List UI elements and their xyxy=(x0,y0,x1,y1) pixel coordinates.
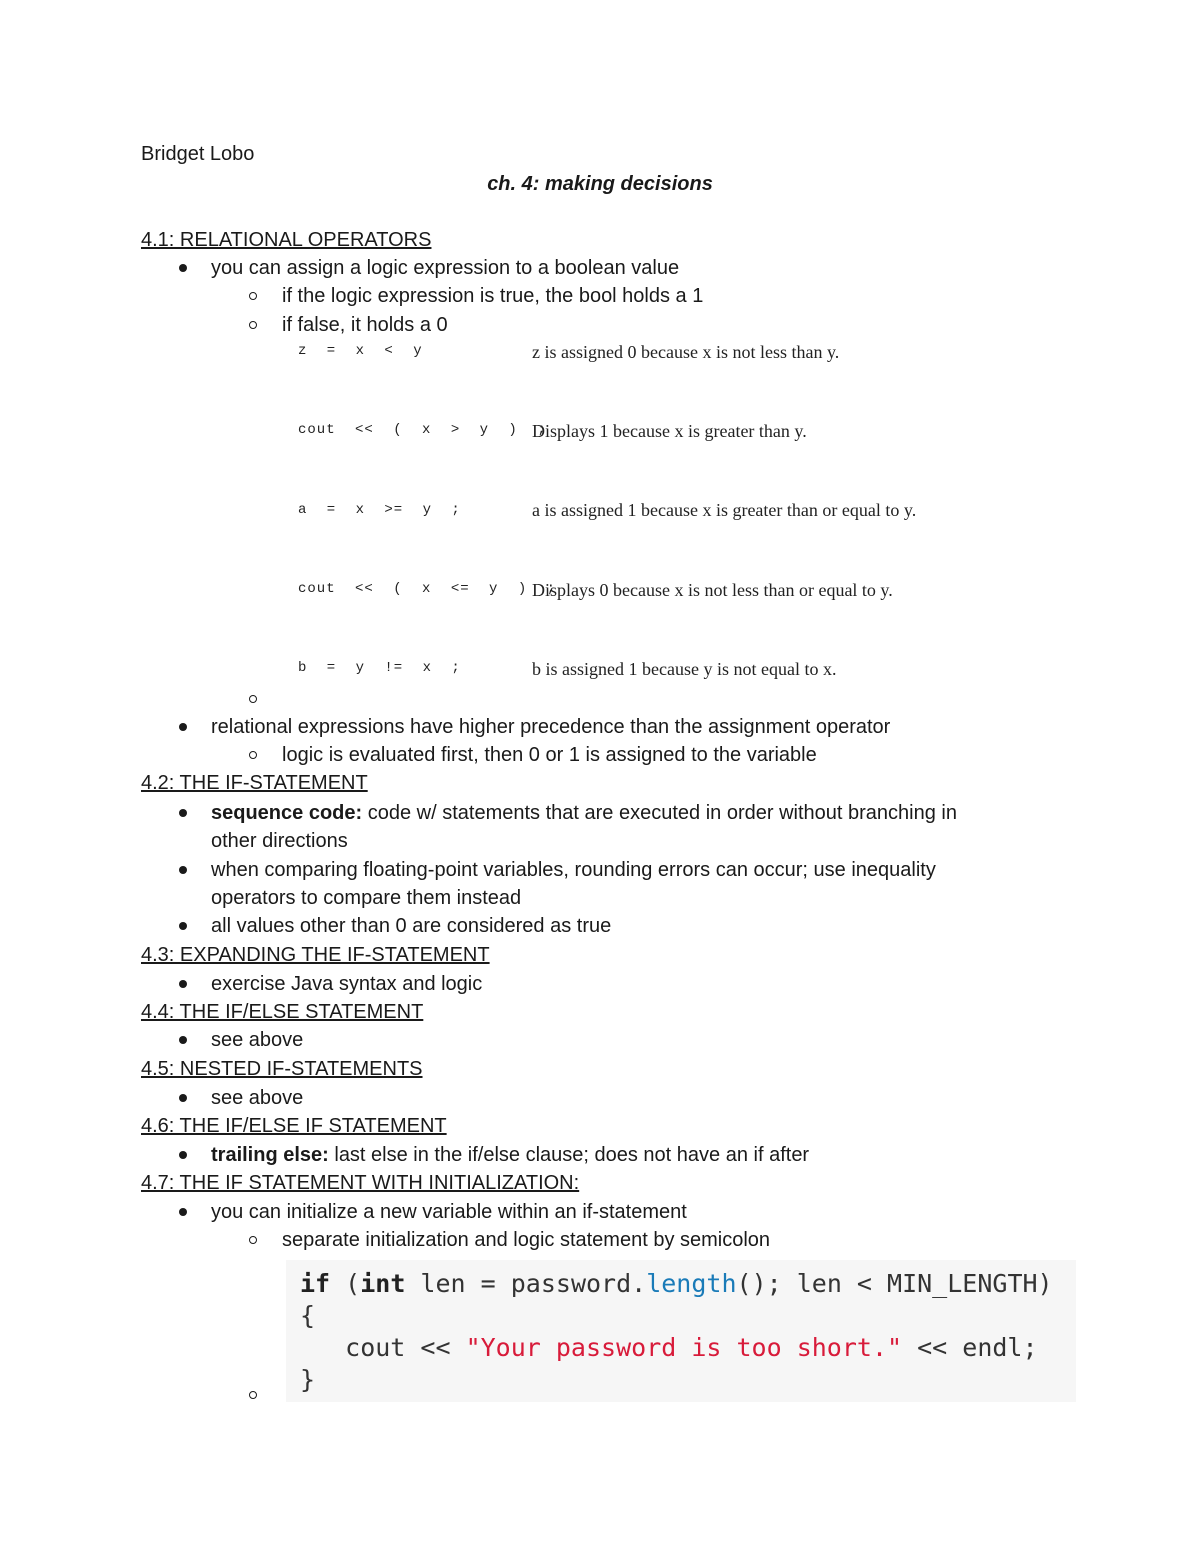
sub-bullet-ring xyxy=(249,1236,257,1244)
bullet-text: relational expressions have higher precedence than the assignment operator xyxy=(211,716,891,738)
bullet-text-continued: operators to compare them instead xyxy=(211,887,522,909)
sub-bullet-text: logic is evaluated first, then 0 or 1 is assigned to the variable xyxy=(282,744,817,766)
example-description: Displays 1 because x is greater than y. xyxy=(532,421,807,441)
code-text: (); len < MIN_LENGTH) xyxy=(736,1269,1053,1298)
sub-bullet-ring xyxy=(249,1391,257,1399)
code-snippet xyxy=(286,1260,1076,1402)
bullet-text: when comparing floating-point variables, rounding errors can occur; use inequality xyxy=(211,859,936,881)
code-text: ( xyxy=(330,1269,361,1298)
code-line-4: } xyxy=(300,1365,316,1394)
bullet-text: all values other than 0 are considered as true xyxy=(211,915,612,937)
bullet-dot xyxy=(179,723,187,731)
document-title: ch. 4: making decisions xyxy=(487,173,713,195)
sub-bullet-ring xyxy=(249,321,257,329)
section-heading-4-4: 4.4: THE IF/ELSE STATEMENT xyxy=(141,1001,424,1023)
section-heading-4-5: 4.5: NESTED IF-STATEMENTS xyxy=(141,1058,423,1080)
section-heading-4-3: 4.3: EXPANDING THE IF-STATEMENT xyxy=(141,944,490,966)
bullet-dot xyxy=(179,1094,187,1102)
bullet-text xyxy=(211,799,957,827)
example-code: z = x < y xyxy=(298,343,423,359)
example-description: z is assigned 0 because x is not less than y. xyxy=(532,342,840,362)
bullet-dot xyxy=(179,980,187,988)
term-label: sequence code: xyxy=(211,802,363,824)
example-code: a = x >= y ; xyxy=(298,502,461,518)
bullet-dot xyxy=(179,264,187,272)
bullet-dot xyxy=(179,809,187,817)
bullet-text-continued: other directions xyxy=(211,830,348,852)
bullet-dot xyxy=(179,866,187,874)
bullet-text: you can initialize a new variable within an if-statement xyxy=(211,1201,687,1223)
bullet-text: exercise Java syntax and logic xyxy=(211,973,483,995)
example-code: b = y != x ; xyxy=(298,660,461,676)
bullet-dot xyxy=(179,1208,187,1216)
example-code: cout << ( x <= y ) ; xyxy=(298,581,557,597)
sub-bullet-ring xyxy=(249,695,257,703)
section-heading-4-7: 4.7: THE IF STATEMENT WITH INITIALIZATION: xyxy=(141,1172,580,1194)
term-definition: code w/ statements that are executed in order without branching in xyxy=(362,802,957,824)
code-keyword: int xyxy=(360,1269,406,1298)
code-keyword: if xyxy=(300,1269,331,1298)
bullet-dot xyxy=(179,1036,187,1044)
bullet-dot xyxy=(179,1151,187,1159)
code-text: cout << xyxy=(300,1333,466,1362)
example-description: b is assigned 1 because y is not equal to x. xyxy=(532,659,837,679)
code-string: "Your password is too short." xyxy=(465,1333,903,1362)
term-definition: last else in the if/else clause; does not have an if after xyxy=(328,1144,810,1166)
example-code: cout << ( x > y ) ; xyxy=(298,422,547,438)
section-heading-4-1: 4.1: RELATIONAL OPERATORS xyxy=(141,229,432,251)
code-text: << endl; xyxy=(902,1333,1038,1362)
bullet-text xyxy=(211,1141,809,1169)
sub-bullet-text: separate initialization and logic statement by semicolon xyxy=(282,1229,771,1251)
code-line-3 xyxy=(300,1332,1038,1364)
bullet-text: see above xyxy=(211,1029,304,1051)
example-description: a is assigned 1 because x is greater than or equal to y. xyxy=(532,500,917,520)
author-name: Bridget Lobo xyxy=(141,143,255,165)
code-line-1 xyxy=(300,1268,1053,1300)
sub-bullet-ring xyxy=(249,292,257,300)
example-description: Displays 0 because x is not less than or equal to y. xyxy=(532,580,893,600)
bullet-text: you can assign a logic expression to a boolean value xyxy=(211,257,680,279)
bullet-dot xyxy=(179,922,187,930)
sub-bullet-text: if false, it holds a 0 xyxy=(282,314,448,336)
section-heading-4-2: 4.2: THE IF-STATEMENT xyxy=(141,772,368,794)
term-label: trailing else: xyxy=(211,1144,329,1166)
code-text: len = password. xyxy=(405,1269,647,1298)
sub-bullet-text: if the logic expression is true, the bool holds a 1 xyxy=(282,285,704,307)
code-function: length xyxy=(646,1269,737,1298)
code-line-2: { xyxy=(300,1301,316,1330)
bullet-text: see above xyxy=(211,1087,304,1109)
section-heading-4-6: 4.6: THE IF/ELSE IF STATEMENT xyxy=(141,1115,447,1137)
sub-bullet-ring xyxy=(249,751,257,759)
